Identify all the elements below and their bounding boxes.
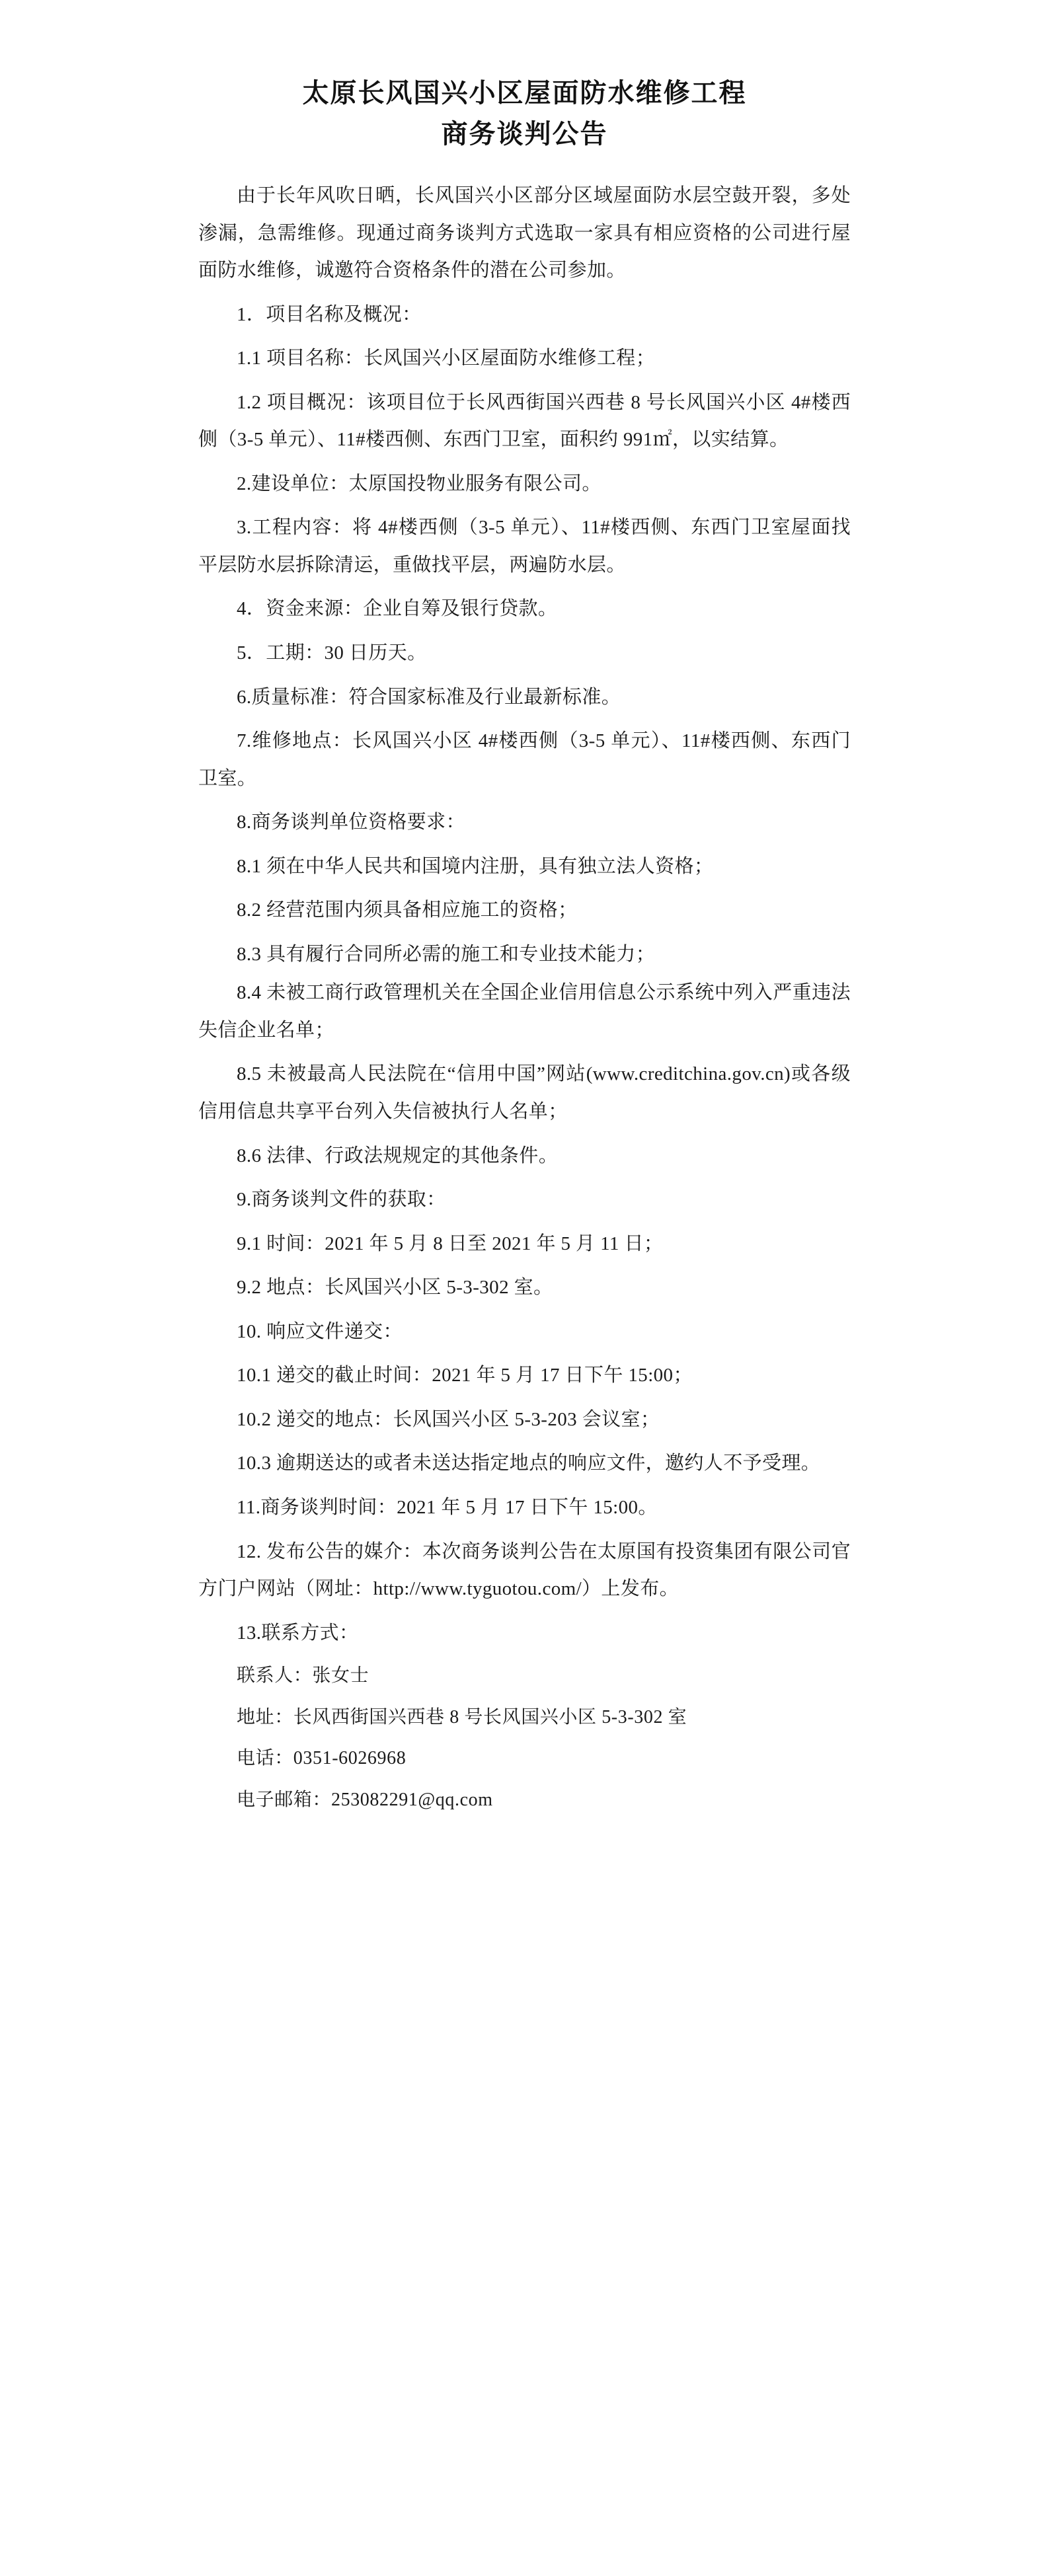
contact-person: 联系人：张女士: [237, 1665, 369, 1686]
contact-address: 地址：长风西街国兴西巷 8 号长风国兴小区 5-3-302 室: [237, 1706, 687, 1727]
paragraph-11: 11.商务谈判时间：2021 年 5 月 17 日下午 15:00。: [237, 1496, 658, 1518]
paragraph-1-1: 1.1 项目名称：长风国兴小区屋面防水维修工程；: [237, 348, 656, 369]
paragraph-9: 9.商务谈判文件的获取：: [237, 1189, 446, 1211]
paragraph-8-4: 8.4 未被工商行政管理机关在全国企业信用信息公示系统中列入严重违法失信企业名单；: [198, 982, 851, 1041]
paragraph-9-2: 9.2 地点：长风国兴小区 5-3-302 室。: [237, 1277, 553, 1299]
paragraph-8-5: 8.5 未被最高人民法院在“信用中国”网站(www.creditchina.gov.cn)或各级信用信息共享平台列入失信被执行人名单；: [198, 1063, 851, 1123]
title-block: [198, 73, 851, 155]
contact-email: 电子邮箱：253082291@qq.com: [237, 1789, 493, 1810]
paragraph-8: 8.商务谈判单位资格要求：: [237, 812, 465, 833]
paragraph-1-2: 1.2 项目概况：该项目位于长风西街国兴西巷 8 号长风国兴小区 4#楼西侧（3-5 单元）、11#楼西侧、东西门卫室，面积约 991㎡，以实结算。: [198, 391, 851, 451]
contact-phone: 电话：0351-6026968: [237, 1748, 407, 1769]
paragraph-2: 2.建设单位：太原国投物业服务有限公司。: [237, 473, 602, 494]
page-title: 太原长风国兴小区屋面防水维修工程: [302, 78, 747, 108]
paragraph-1: 1．项目名称及概况：: [237, 303, 422, 325]
paragraph-7: 7.维修地点：长风国兴小区 4#楼西侧（3-5 单元）、11#楼西侧、东西门卫室。: [198, 730, 851, 789]
paragraph-8-1: 8.1 须在中华人民共和国境内注册，具有独立法人资格；: [237, 855, 714, 877]
paragraph-10: 10. 响应文件递交：: [237, 1320, 403, 1342]
paragraph-8-6: 8.6 法律、行政法规规定的其他条件。: [237, 1145, 559, 1166]
paragraph-6: 6.质量标准：符合国家标准及行业最新标准。: [237, 686, 621, 708]
page-subtitle: 商务谈判公告: [441, 119, 608, 149]
paragraph-10-3: 10.3 逾期送达的或者未送达指定地点的响应文件，邀约人不予受理。: [237, 1453, 821, 1474]
intro-paragraph: 由于长年风吹日晒，长风国兴小区部分区域屋面防水层空鼓开裂，多处渗漏，急需维修。现通过商务谈判方式选取一家具有相应资格的公司进行屋面防水维修，诚邀符合资格条件的潜在公司参加。: [198, 185, 851, 282]
paragraph-12: 12. 发布公告的媒介：本次商务谈判公告在太原国有投资集团有限公司官方门户网站（网址：http://www.tyguotou.com/）上发布。: [198, 1540, 851, 1600]
paragraph-13: 13.联系方式：: [237, 1622, 359, 1644]
paragraph-8-2: 8.2 经营范围内须具备相应施工的资格；: [237, 899, 578, 921]
paragraph-3: 3.工程内容：将 4#楼西侧（3-5 单元）、11#楼西侧、东西门卫室屋面找平层防水层拆除清运，重做找平层，两遍防水层。: [198, 517, 851, 576]
paragraph-8-3: 8.3 具有履行合同所必需的施工和专业技术能力；: [237, 943, 656, 965]
paragraph-10-2: 10.2 递交的地点：长风国兴小区 5-3-203 会议室；: [237, 1408, 660, 1430]
paragraph-10-1: 10.1 递交的截止时间：2021 年 5 月 17 日下午 15:00；: [237, 1365, 693, 1386]
paragraph-4: 4．资金来源：企业自筹及银行贷款。: [237, 598, 558, 620]
paragraph-9-1: 9.1 时间：2021 年 5 月 8 日至 2021 年 5 月 11 日；: [237, 1232, 664, 1254]
paragraph-5: 5．工期：30 日历天。: [237, 642, 427, 664]
